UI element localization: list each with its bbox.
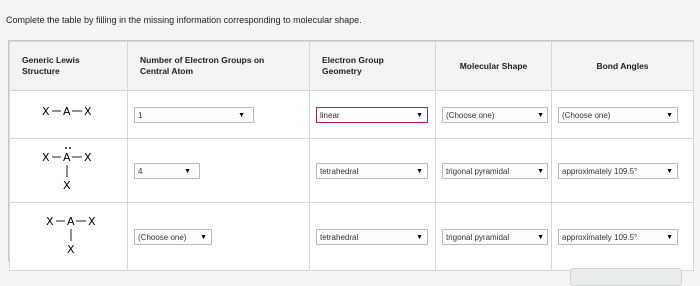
bond-angles-value-1: (Choose one) xyxy=(562,110,611,120)
table-row xyxy=(10,139,694,203)
caret-down-icon: ▼ xyxy=(537,167,544,175)
electron-groups-select-2[interactable] xyxy=(134,163,200,179)
geometry-cell-3 xyxy=(310,203,436,271)
lewis-right-atom: X xyxy=(88,215,96,228)
molecular-shape-value-2: trigonal pyramidal xyxy=(446,166,510,176)
lewis-left-atom: X xyxy=(42,105,50,118)
electron-groups-value-3: (Choose one) xyxy=(138,232,187,242)
molecular-shape-cell-3 xyxy=(436,203,552,271)
lone-pair-dot xyxy=(69,147,71,149)
molecular-shape-cell-2 xyxy=(436,139,552,203)
caret-down-icon: ▼ xyxy=(416,167,423,175)
header-molecular-shape-label: Molecular Shape xyxy=(459,60,528,71)
bond-angles-cell-2 xyxy=(552,139,694,203)
electron-groups-select-1[interactable] xyxy=(134,107,254,123)
bond-angles-cell-3 xyxy=(552,203,694,271)
geometry-select-3[interactable] xyxy=(316,229,428,245)
molecular-shape-select-1[interactable] xyxy=(442,107,548,123)
lewis-structure-1 xyxy=(16,91,121,138)
header-bond-angles xyxy=(552,42,694,91)
table-row xyxy=(10,203,694,271)
lewis-center-atom: A xyxy=(67,215,75,228)
electron-groups-select-3[interactable] xyxy=(134,229,212,245)
bond-angles-select-2[interactable] xyxy=(558,163,678,179)
header-bond-angles-label: Bond Angles xyxy=(596,60,649,71)
submit-button[interactable] xyxy=(570,268,682,286)
geometry-cell-2 xyxy=(310,139,436,203)
caret-down-icon: ▼ xyxy=(238,111,245,119)
lewis-diagram-2 xyxy=(16,139,116,199)
caret-down-icon: ▼ xyxy=(537,111,544,119)
molecular-shape-cell-1 xyxy=(436,91,552,139)
header-geometry xyxy=(310,42,436,91)
caret-down-icon: ▼ xyxy=(537,233,544,241)
lewis-left-atom: X xyxy=(46,215,54,228)
lewis-diagram-1 xyxy=(16,91,116,135)
header-geometry-line2: Geometry xyxy=(322,66,362,76)
lewis-cell-2 xyxy=(10,139,128,203)
caret-down-icon: ▼ xyxy=(666,233,673,241)
header-electron-groups xyxy=(128,42,310,91)
lewis-diagram-3 xyxy=(16,203,116,265)
lewis-center-atom: A xyxy=(63,151,71,164)
lewis-structure-2 xyxy=(16,139,121,202)
bond-angles-value-2: approximately 109.5° xyxy=(562,166,638,176)
lewis-right-atom: X xyxy=(84,151,92,164)
header-lewis xyxy=(10,42,128,91)
bond-angles-value-3: approximately 109.5° xyxy=(562,232,638,242)
electron-groups-cell-3 xyxy=(128,203,310,271)
lewis-right-atom: X xyxy=(84,105,92,118)
geometry-value-2: tetrahedral xyxy=(320,166,359,176)
bond-angles-select-3[interactable] xyxy=(558,229,678,245)
geometry-select-1[interactable] xyxy=(316,107,428,123)
geometry-value-3: tetrahedral xyxy=(320,232,359,242)
electron-groups-cell-1 xyxy=(128,91,310,139)
instructions: Complete the table by filling in the missing information corresponding to molecular shape. xyxy=(6,15,362,25)
header-lewis-line2: Structure xyxy=(22,66,60,76)
molecular-shape-select-3[interactable] xyxy=(442,229,548,245)
geometry-value-1: linear xyxy=(320,110,340,120)
caret-down-icon: ▼ xyxy=(184,167,191,175)
lone-pair-dot xyxy=(65,147,67,149)
header-electron-groups-line1: Number of Electron Groups on xyxy=(140,55,265,65)
caret-down-icon: ▼ xyxy=(200,233,207,241)
lewis-left-atom: X xyxy=(42,151,50,164)
lewis-cell-3 xyxy=(10,203,128,271)
molecular-shape-table xyxy=(8,40,694,262)
electron-groups-value-1: 1 xyxy=(138,110,143,120)
caret-down-icon: ▼ xyxy=(416,233,423,241)
electron-groups-value-2: 4 xyxy=(138,166,143,176)
molecular-shape-value-1: (Choose one) xyxy=(446,110,495,120)
header-geometry-line1: Electron Group xyxy=(322,55,384,65)
electron-groups-cell-2 xyxy=(128,139,310,203)
geometry-cell-1 xyxy=(310,91,436,139)
table-row xyxy=(10,91,694,139)
lewis-bottom-atom: X xyxy=(63,179,71,192)
molecular-shape-select-2[interactable] xyxy=(442,163,548,179)
header-lewis-line1: Generic Lewis xyxy=(22,55,80,65)
caret-down-icon: ▼ xyxy=(666,111,673,119)
header-electron-groups-line2: Central Atom xyxy=(140,66,194,76)
lewis-structure-3 xyxy=(16,203,121,270)
lewis-center-atom: A xyxy=(63,105,71,118)
lewis-cell-1 xyxy=(10,91,128,139)
molecular-shape-value-3: trigonal pyramidal xyxy=(446,232,510,242)
lewis-bottom-atom: X xyxy=(67,243,75,256)
caret-down-icon: ▼ xyxy=(416,111,423,119)
geometry-select-2[interactable] xyxy=(316,163,428,179)
caret-down-icon: ▼ xyxy=(666,167,673,175)
bond-angles-cell-1 xyxy=(552,91,694,139)
bond-angles-select-1[interactable] xyxy=(558,107,678,123)
header-molecular-shape xyxy=(436,42,552,91)
